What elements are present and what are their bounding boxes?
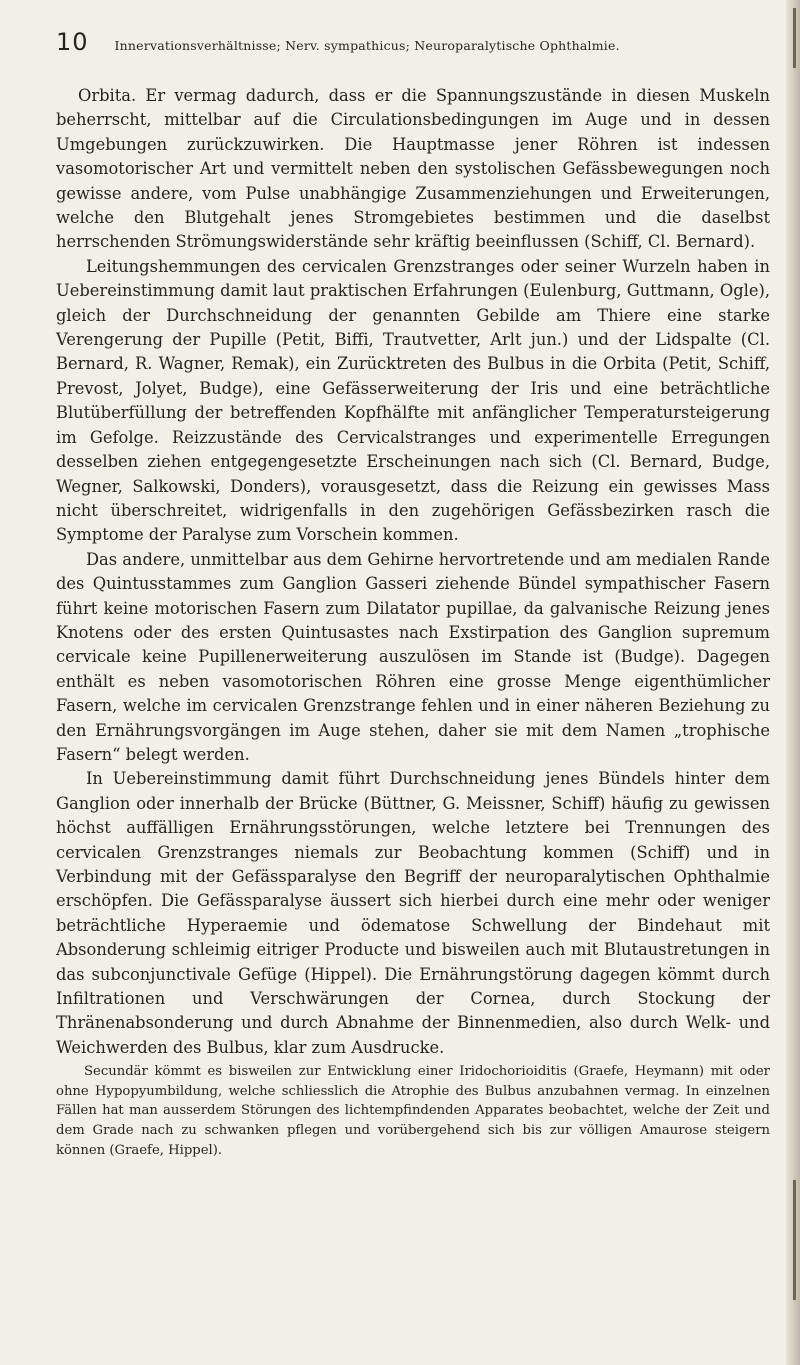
paragraph: Leitungshemmungen des cervicalen Grenzstranges oder seiner Wurzeln haben in Uebereinstimmung damit laut praktischen Erfahrungen (Eulenburg, Guttmann, Ogle), gleich der Durchschneidung der genannten Gebilde am Thiere eine starke Verengerung der Pupille (Petit, Biffi, Trautvetter, Arlt jun.) und der Lidspalte (Cl. Bernard, R. Wagner, Remak), ein Zurücktreten des Bulbus in die Orbita (Petit, Schiff, Prevost, Jolyet, Budge), eine Gefässerweiterung der Iris und eine beträchtliche Blutüberfüllung der betreffenden Kopfhälfte mit anfänglicher Temperatursteigerung im Gefolge. Reizzustände des Cervicalstranges und experimentelle Erregungen desselben ziehen entgegengesetzte Erscheinungen nach sich (Cl. Bernard, Budge, Wegner, Salkowski, Donders), vorausgesetzt, dass die Reizung ein gewisses Mass nicht überschreitet, widrigenfalls in den zugehörigen Gefässbezirken rasch die Symptome der Paralyse zum Vorschein kommen.: [56, 256, 770, 545]
page-edge-shadow: [786, 0, 800, 1365]
edge-mark: [793, 1180, 796, 1300]
page-header: [56, 28, 770, 56]
page-number: 10: [56, 28, 89, 56]
small-print-paragraph: Secundär kömmt es bisweilen zur Entwicklung einer Iridochorioiditis (Graefe, Heymann) mit oder ohne Hypopyumbildung, welche schliesslich die Atrophie des Bulbus anzubahnen vermag. In einzelnen Fällen hat man ausserdem Störungen des lichtempfindenden Apparates beobachtet, welche der Zeit und dem Grade nach zu schwanken pflegen und vorübergehend sich bis zur völligen Amaurose steigern können (Graefe, Hippel).: [56, 1064, 770, 1158]
running-title: Innervationsverhältnisse; Nerv. sympathicus; Neuroparalytische Ophthalmie.: [114, 38, 620, 53]
edge-mark: [793, 8, 796, 68]
paragraph: In Uebereinstimmung damit führt Durchschneidung jenes Bündels hinter dem Ganglion oder innerhalb der Brücke (Büttner, G. Meissner, Schiff) häufig zu gewissen höchst auffälligen Ernährungsstörungen, welche letztere bei Trennungen des cervicalen Grenzstranges niemals zur Beobachtung kommen (Schiff) und in Verbindung mit der Gefässparalyse den Begriff der neuroparalytischen Ophthalmie erschöpfen. Die Gefässparalyse äussert sich hierbei durch eine mehr oder weniger beträchtliche Hyperaemie und ödematose Schwellung der Bindehaut mit Absonderung schleimig eitriger Producte und bisweilen auch mit Blutaustretungen in das subconjunctivale Gefüge (Hippel). Die Ernährungstörung dagegen kömmt durch Infiltrationen und Verschwärungen der Cornea, durch Stockung der Thränenabsonderung und durch Abnahme der Binnenmedien, also durch Welk- und Weichwerden des Bulbus, klar zum Ausdrucke.: [56, 769, 770, 1057]
book-page: [56, 28, 770, 1160]
paragraph: Das andere, unmittelbar aus dem Gehirne hervortretende und am medialen Rande des Quintusstammes zum Ganglion Gasseri ziehende Bündel sympathischer Fasern führt keine motorischen Fasern zum Dilatator pupillae, da galvanische Reizung jenes Knotens oder des ersten Quintusastes nach Exstirpation des Ganglion supremum cervicale keine Pupillenerweiterung auszulösen im Stande ist (Budge). Dagegen enthält es neben vasomotorischen Röhren eine grosse Menge eigenthümlicher Fasern, welche im cervicalen Grenzstrange fehlen und in einer näheren Beziehung zu den Ernährungsvorgängen im Auge stehen, daher sie mit dem Namen „trophische Fasern“ belegt werden.: [56, 549, 770, 764]
page-body: [56, 84, 770, 1160]
paragraph: Orbita. Er vermag dadurch, dass er die Spannungszustände in diesen Muskeln beherrscht, mittelbar auf die Circulationsbedingungen im Auge und in dessen Umgebungen zurückzuwirken. Die Hauptmasse jener Röhren ist indessen vasomotorischer Art und vermittelt neben den systolischen Gefässbewegungen noch gewisse andere, vom Pulse unabhängige Zusammenziehungen und Erweiterungen, welche den Blutgehalt jenes Stromgebietes bestimmen und die daselbst herrschenden Strömungswiderstände sehr kräftig beeinflussen (Schiff, Cl. Bernard).: [56, 86, 770, 252]
